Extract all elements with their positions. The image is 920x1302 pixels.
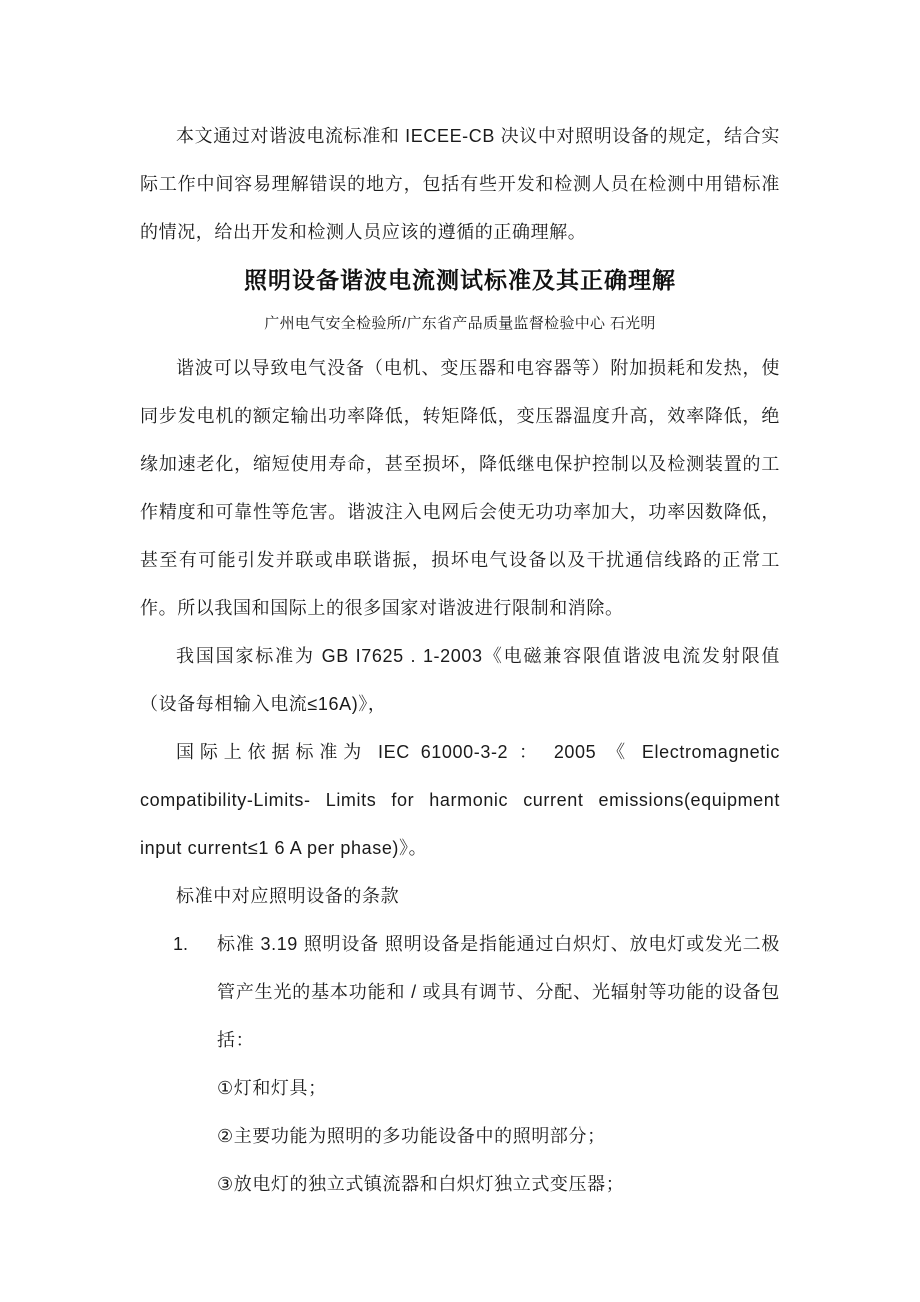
paragraph-clause-intro: 标准中对应照明设备的条款 [176,886,400,906]
intro-paragraph: 本文通过对谐波电流标准和 IECEE-CB 决议中对照明设备的规定，结合实际工作中间容易理解错误的地方，包括有些开发和检测人员在检测中用错标准的情况，给出开发和检测人员应该的遵循的正确理解。 [140,126,780,242]
list-subitem-3: ③放电灯的独立式镇流器和白炽灯独立式变压器； [217,1174,625,1194]
list-subitem-1: ①灯和灯具； [217,1078,327,1098]
paragraph-harmonics-harm: 谐波可以导致电气没备（电机、变压器和电容器等）附加损耗和发热，使同步发电机的额定输出功率降低，转矩降低，变压器温度升高，效率降低，绝缘加速老化，缩短使用寿命，甚至损坏，降低继电保护控制以及检测装置的工作精度和可靠性等危害。谐波注入电网后会使无功功率加大，功率因数降低，甚至有可能引发并联或串联谐振，损坏电气设备以及干扰通信线路的正常工作。所以我国和国际上的很多国家对谐波进行限制和消除。 [140,358,780,618]
paragraph-gb-standard: 我国国家标准为 GB I7625 . 1-2003《电磁兼容限值谐波电流发射限值（设备每相输入电流≤16A)》， [140,646,780,714]
document-title: 照明设备谐波电流测试标准及其正确理解 [244,267,676,293]
paragraph-iec-standard: 国际上依据标准为 IEC 61000-3-2 ： 2005 《 Electromagnetic compatibility-Limits- Limits for harmonic current emissions(equipment input current≤1 6 A per phase)》。 [140,742,780,858]
list-subitem-2: ②主要功能为照明的多功能设备中的照明部分； [217,1126,606,1146]
byline: 广州电气安全检验所/广东省产品质量监督检验中心 石光明 [264,315,656,332]
list-item-1 [173,920,780,1208]
list-item-number: 1. [173,934,189,954]
list-item-text: 标准 3.19 照明设备 照明设备是指能通过白炽灯、放电灯或发光二极管产生光的基本功能和 / 或具有调节、分配、光辐射等功能的设备包括： [217,934,780,1050]
list-item-body [217,920,780,1208]
